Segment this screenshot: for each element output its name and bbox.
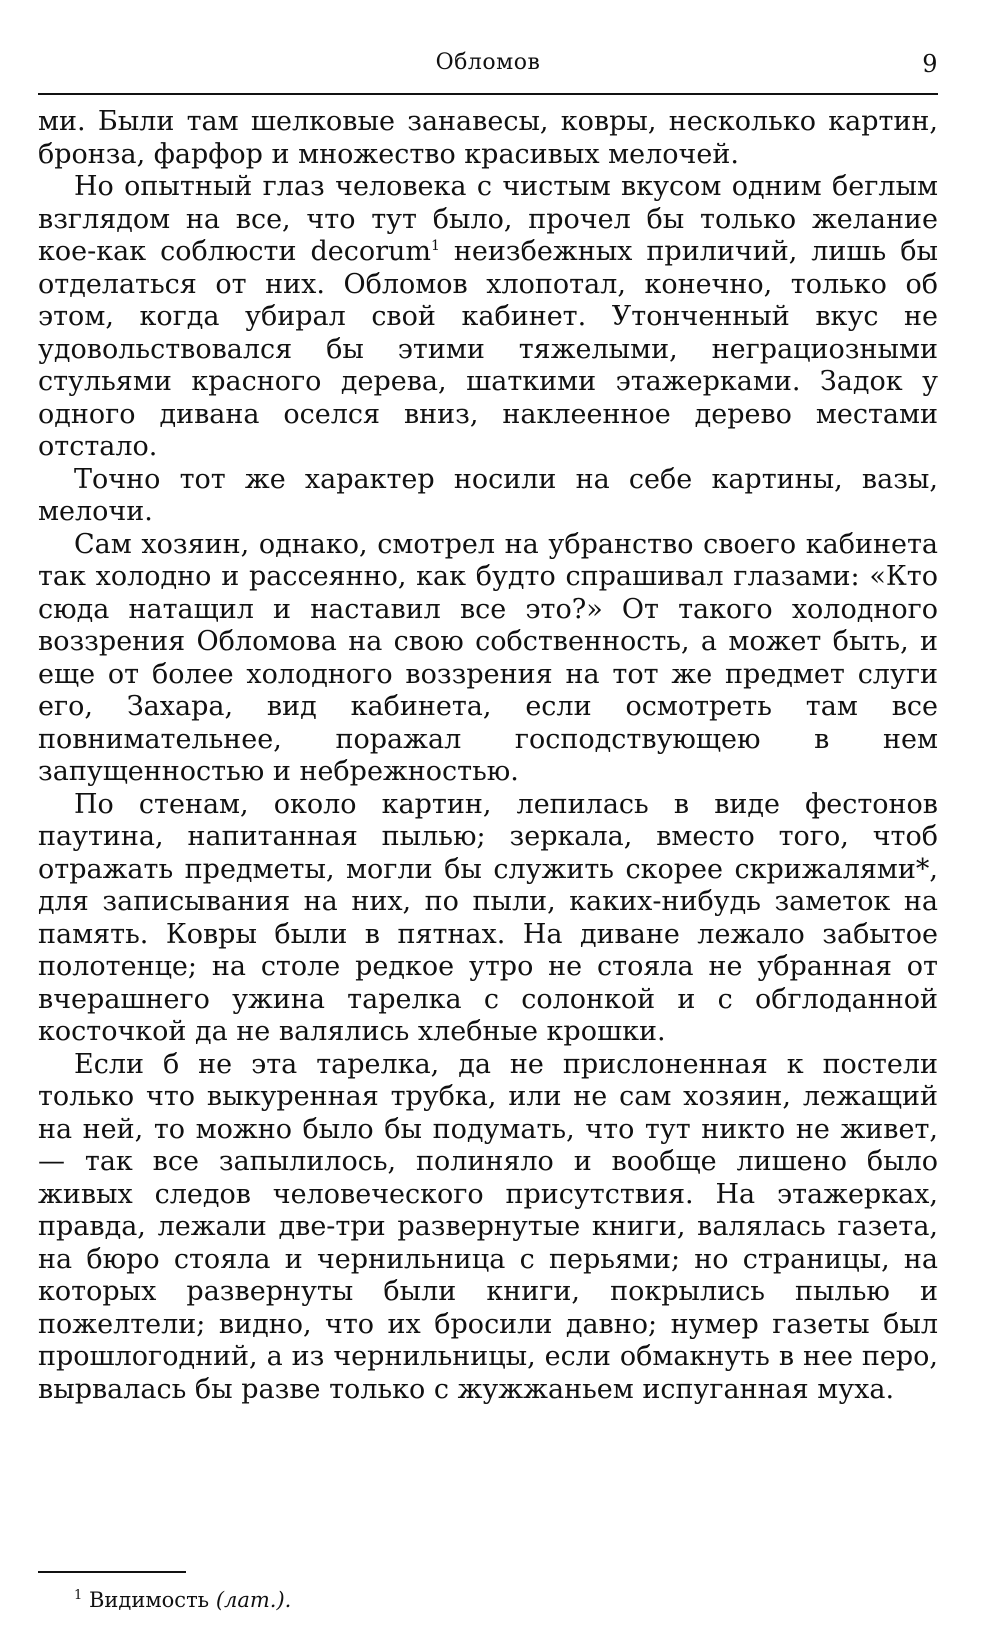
running-title: Обломов: [435, 50, 541, 75]
footnote: [38, 1587, 938, 1613]
page-number: 9: [922, 50, 938, 78]
paragraph-5: По стенам, около картин, лепилась в виде фестонов паутина, напитанная пылью; зеркала, вместо того, чтоб отражать предметы, могли бы служить скорее скрижалями*, для записывания на них, по пыли, каких-нибудь заметок на память. Ковры были в пятнах. На диване лежало забытое полотенце; на столе редкое утро не стояла не убранная от вчерашнего ужина тарелка с солонкой и с обглоданной косточкой да не валялись хлебные крошки.: [38, 788, 938, 1047]
paragraph-3: Точно тот же характер носили на себе картины, вазы, мелочи.: [38, 463, 938, 527]
running-head: [38, 50, 938, 86]
paragraph-4: Сам хозяин, однако, смотрел на убранство своего кабинета так холодно и рассеянно, как будто спрашивал глазами: «Кто сюда натащил и наставил все это?» От такого холодного воззрения Обломова на свою собственность, а может быть, и еще от более холодного воззрения на тот же предмет слуги его, Захара, вид кабинета, если осмотреть там все повнимательнее, поражал господствующею в нем запущенностью и небрежностью.: [38, 528, 938, 787]
paragraph-6: Если б не эта тарелка, да не прислоненная к постели только что выкуренная трубка, или не сам хозяин, лежащий на ней, то можно было бы подумать, что тут никто не живет, — так все запылилось, полиняло и вообще лишено было живых следов человеческого присутствия. На этажерках, правда, лежали две-три развернутые книги, валялась газета, на бюро стояла и чернильница с перьями; но страницы, на которых развернуты были книги, покрылись пылью и пожелтели; видно, что их бросили давно; нумер газеты был прошлогодний, а из чернильницы, если обмакнуть в нее перо, вырвалась бы разве только с жужжаньем испуганная муха.: [38, 1048, 938, 1405]
header-rule: [38, 93, 938, 95]
footnote-reference[interactable]: 1: [431, 238, 440, 254]
paragraph-2-part-1: Но опытный глаз человека с чистым вкусом одним беглым взглядом на все, что тут было, прочел бы только желание кое-как соблюсти decorum: [38, 171, 938, 267]
paragraph-2-part-2: неизбежных приличий, лишь бы отделаться от них. Обломов хлопотал, конечно, только об этом, когда убирал свой кабинет. Утонченный вкус не удовольствовался бы этими тяжелыми, неграциозными стульями красного дерева, шаткими этажерками. Задок у одного дивана оселся вниз, наклеенное дерево местами отстало.: [38, 236, 938, 462]
body-text: [38, 106, 938, 1406]
footnote-mark: 1: [74, 1588, 83, 1603]
footnote-rule: [38, 1571, 186, 1573]
footnote-lang: (лат.).: [215, 1588, 292, 1612]
paragraph-2: [38, 171, 938, 464]
footnote-text: Видимость: [88, 1588, 210, 1612]
paragraph-1: ми. Были там шелковые занавесы, ковры, несколько картин, бронза, фарфор и множество красивых мелочей.: [38, 106, 938, 170]
